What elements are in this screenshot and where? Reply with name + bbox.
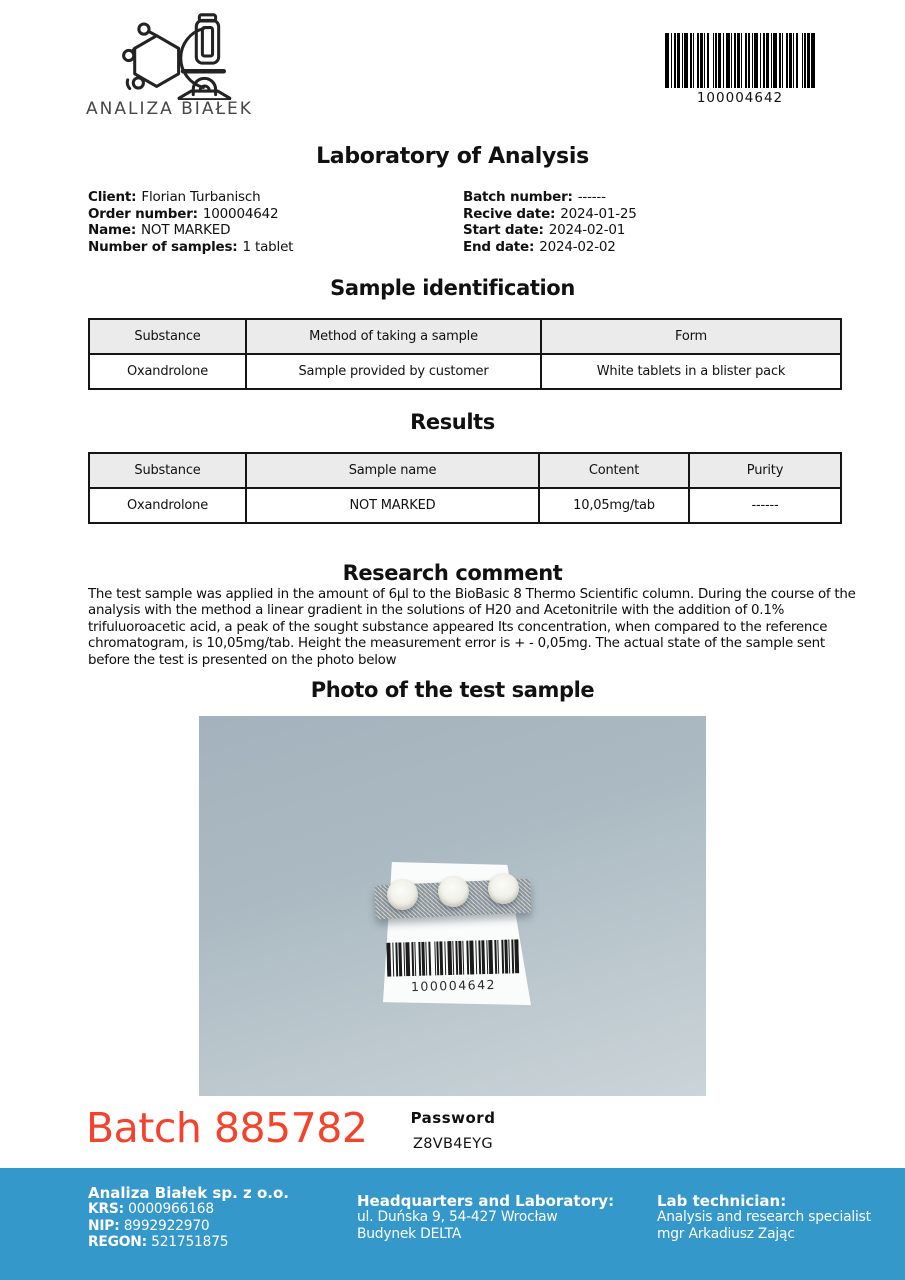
photo-tablet — [387, 879, 418, 910]
info-label: Batch number: — [463, 189, 573, 205]
info-value: 2024-02-02 — [539, 238, 616, 255]
footer-hq-line: Budynek DELTA — [357, 1225, 462, 1242]
results-table — [88, 452, 842, 524]
info-row — [463, 222, 637, 239]
microscope-molecule-icon — [116, 12, 240, 100]
col-header: Method of taking a sample — [246, 319, 541, 354]
table-header-row — [89, 319, 841, 354]
info-label: Recive date: — [463, 205, 556, 222]
info-row — [463, 239, 637, 256]
cell-sample-name: NOT MARKED — [246, 488, 539, 523]
footer-company — [88, 1185, 289, 1250]
footer-row — [88, 1234, 289, 1250]
col-header: Content — [539, 453, 689, 488]
footer-hq-heading: Headquarters and Laboratory: — [357, 1192, 615, 1210]
cell-form: White tablets in a blister pack — [541, 354, 841, 389]
info-value: 100004642 — [202, 205, 279, 222]
footer-technician — [657, 1193, 871, 1242]
footer-tech-heading: Lab technician: — [657, 1192, 787, 1210]
footer-headquarters — [357, 1193, 614, 1242]
page-title: Laboratory of Analysis — [316, 144, 589, 169]
col-header: Sample name — [246, 453, 539, 488]
cell-substance: Oxandrolone — [89, 354, 246, 389]
sample-identification-table — [88, 318, 842, 390]
info-value: NOT MARKED — [141, 222, 231, 238]
col-header: Form — [541, 319, 841, 354]
info-row — [463, 189, 637, 206]
footer — [0, 1168, 905, 1280]
info-value: ------ — [577, 189, 606, 205]
footer-row — [88, 1201, 289, 1217]
cell-content: 10,05mg/tab — [539, 488, 689, 523]
footer-value: 521751875 — [151, 1233, 229, 1250]
table-row — [89, 488, 841, 523]
sample-identification-heading: Sample identification — [330, 276, 575, 300]
photo-tablet — [488, 873, 519, 904]
info-row — [463, 206, 637, 223]
info-value: Florian Turbanisch — [141, 189, 261, 205]
info-value: 1 tablet — [242, 238, 294, 255]
order-barcode — [665, 33, 815, 106]
table-row — [89, 354, 841, 389]
cell-method: Sample provided by customer — [246, 354, 541, 389]
footer-value: 0000966168 — [128, 1201, 214, 1218]
info-label: Start date: — [463, 222, 544, 238]
password-block — [378, 1109, 528, 1152]
brand-name: ANALIZA BIAŁEK — [86, 99, 253, 119]
footer-label: KRS: — [88, 1201, 124, 1218]
footer-label: NIP: — [88, 1217, 120, 1234]
order-barcode-number: 100004642 — [696, 90, 784, 106]
info-value: 2024-02-01 — [548, 222, 626, 238]
info-label: Name: — [88, 222, 137, 238]
photo-barcode-number: 100004642 — [410, 976, 497, 995]
client-info-right — [463, 189, 637, 255]
footer-label: REGON: — [88, 1233, 147, 1250]
batch-stamp: Batch 885782 — [86, 1104, 368, 1152]
info-row — [88, 239, 293, 256]
info-value: 2024-01-25 — [560, 205, 637, 222]
barcode-icon — [386, 939, 519, 976]
footer-company-name: Analiza Białek sp. z o.o. — [88, 1184, 289, 1202]
research-comment-text: The test sample was applied in the amount of 6µl to the BioBasic 8 Thermo Scientific column. During the course of the analysis with the method a linear gradient in the solutions of H20 and Acetonitrile with the addition of 0.1% trifuluoroacetic acid, a peak of the sought substance appeared Its concentration, when compared to the reference chromatogram, is 10,05mg/tab. Height the measurement error is + - 0,05mg. The actual state of the sample sent before the test is presented on the photo below — [88, 587, 856, 668]
footer-tech-line: Analysis and research specialist — [657, 1209, 871, 1226]
col-header: Substance — [89, 319, 246, 354]
cell-purity: ------ — [689, 488, 841, 523]
barcode-icon — [665, 33, 815, 88]
test-sample-photo — [199, 716, 706, 1096]
footer-tech-line: mgr Arkadiusz Zając — [657, 1225, 795, 1242]
col-header: Substance — [89, 453, 246, 488]
password-label: Password — [410, 1109, 496, 1127]
info-row — [88, 222, 293, 239]
photo-tablet — [438, 876, 469, 907]
info-label: Client: — [88, 189, 137, 205]
info-row — [88, 189, 293, 206]
table-header-row — [89, 453, 841, 488]
photo-heading: Photo of the test sample — [310, 678, 595, 702]
results-heading: Results — [410, 410, 495, 434]
info-label: Order number: — [88, 205, 198, 222]
photo-barcode — [386, 939, 519, 994]
col-header: Purity — [689, 453, 841, 488]
footer-row — [88, 1218, 289, 1234]
footer-hq-line: ul. Duńska 9, 54-427 Wrocław — [357, 1209, 558, 1226]
info-row — [88, 206, 293, 223]
research-comment-heading: Research comment — [342, 561, 563, 585]
cell-substance: Oxandrolone — [89, 488, 246, 523]
client-info-left — [88, 189, 293, 255]
password-value: Z8VB4EYG — [413, 1136, 493, 1152]
footer-value: 8992922970 — [123, 1217, 210, 1234]
info-label: Number of samples: — [88, 238, 238, 255]
info-label: End date: — [463, 238, 535, 255]
